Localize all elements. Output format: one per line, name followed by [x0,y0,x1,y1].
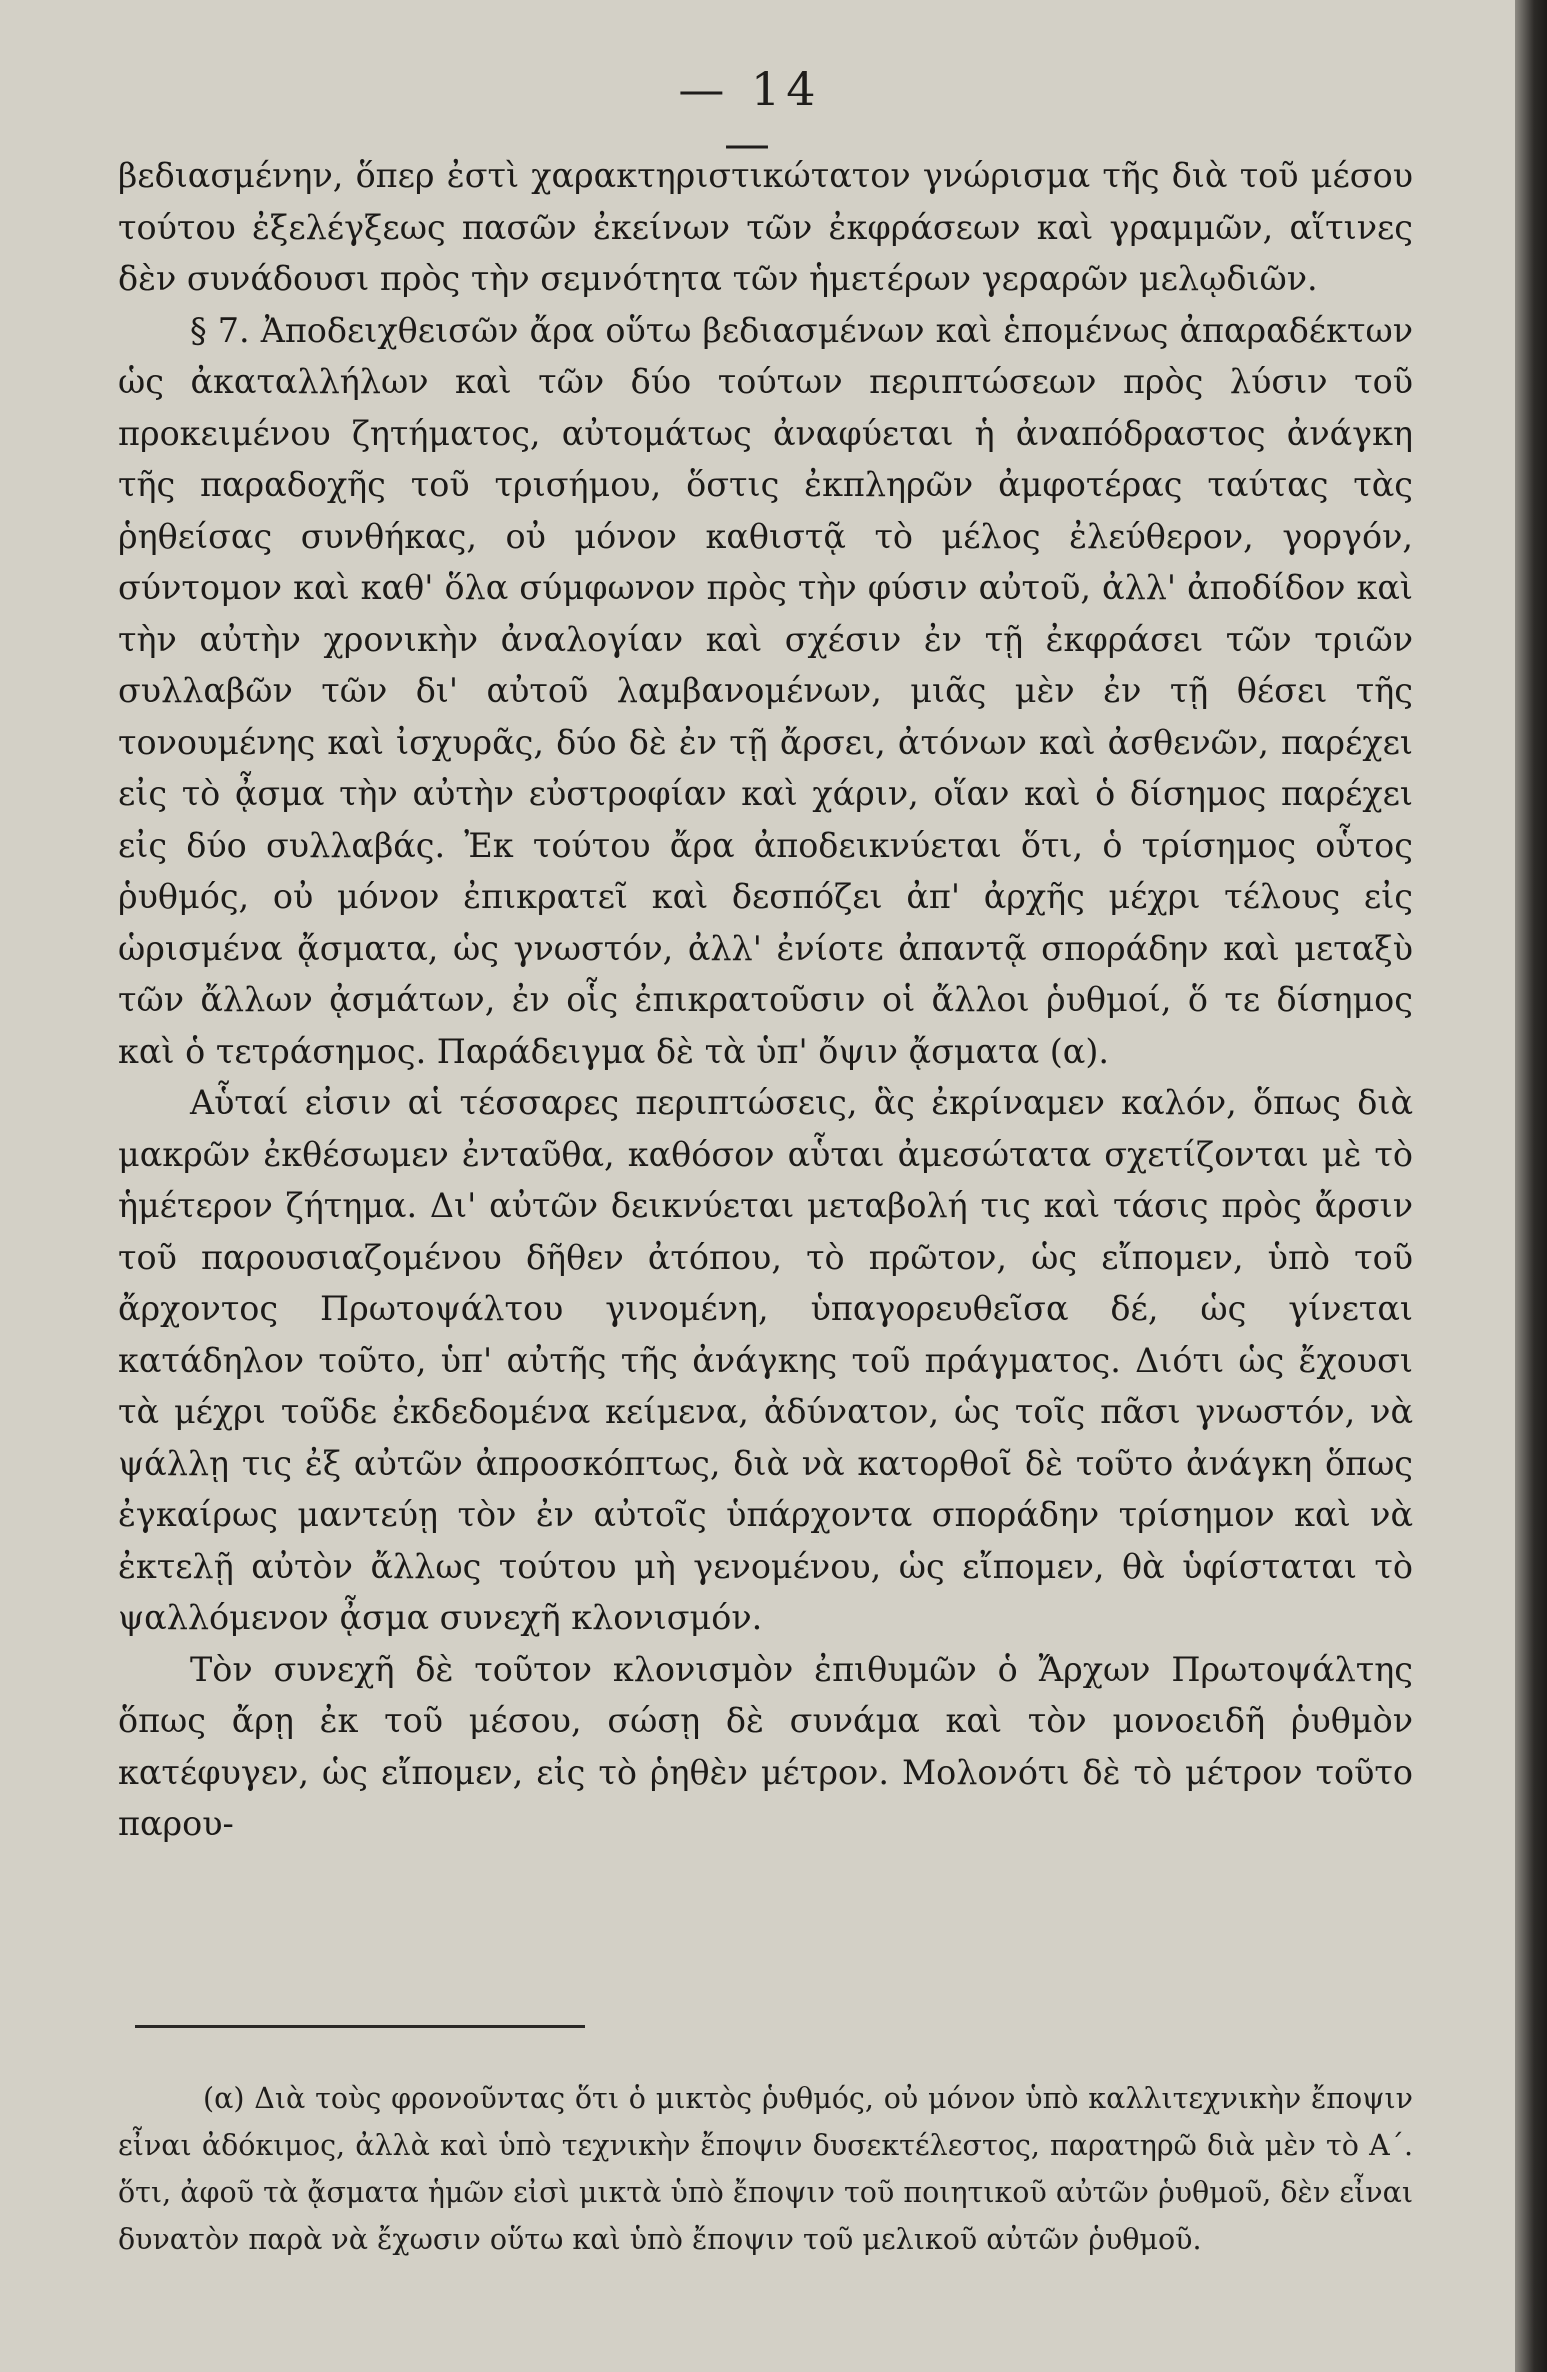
footnote-divider [135,2025,585,2028]
footnote [118,2075,1413,2263]
paragraph-section-7: § 7. Ἀποδειχθεισῶν ἄρα οὕτω βεδιασμένων καὶ ἑπομένως ἀπαραδέκτων ὡς ἀκαταλλήλων καὶ τῶν δύο τούτων περιπτώσεων πρὸς λύσιν τοῦ προκειμένου ζητήματος, αὐτομάτως ἀναφύεται ἡ ἀναπόδραστος ἀνάγκη τῆς παραδοχῆς τοῦ τρισήμου, ὅστις ἐκπληρῶν ἀμφοτέρας ταύτας τὰς ῥηθείσας συνθήκας, οὐ μόνον καθιστᾷ τὸ μέλος ἐλεύθερον, γοργόν, σύντομον καὶ καθ' ὅλα σύμφωνον πρὸς τὴν φύσιν αὐτοῦ, ἀλλ' ἀποδίδον καὶ τὴν αὐτὴν χρονικὴν ἀναλογίαν καὶ σχέσιν ἐν τῇ ἐκφράσει τῶν τριῶν συλλαβῶν τῶν δι' αὐτοῦ λαμβανομένων, μιᾶς μὲν ἐν τῇ θέσει τῆς τονουμένης καὶ ἰσχυρᾶς, δύο δὲ ἐν τῇ ἄρσει, ἀτόνων καὶ ἀσθενῶν, παρέχει εἰς τὸ ᾆσμα τὴν αὐτὴν εὐστροφίαν καὶ χάριν, οἵαν καὶ ὁ δίσημος παρέχει εἰς δύο συλλαβάς. Ἐκ τούτου ἄρα ἀποδεικνύεται ὅτι, ὁ τρίσημος οὗτος ῥυθμός, οὐ μόνον ἐπικρατεῖ καὶ δεσπόζει ἀπ' ἀρχῆς μέχρι τέλους εἰς ὡρισμένα ᾄσματα, ὡς γνωστόν, ἀλλ' ἐνίοτε ἀπαντᾷ σποράδην καὶ μεταξὺ τῶν ἄλλων ᾀσμάτων, ἐν οἷς ἐπικρατοῦσιν οἱ ἄλλοι ῥυθμοί, ὅ τε δίσημος καὶ ὁ τετράσημος. Παράδειγμα δὲ τὰ ὑπ' ὄψιν ᾄσματα (α). [118,310,1413,1071]
paragraph-final: Τὸν συνεχῆ δὲ τοῦτον κλονισμὸν ἐπιθυμῶν ὁ Ἄρχων Πρωτοψάλτης ὅπως ἄρῃ ἐκ τοῦ μέσου, σώσῃ δὲ συνάμα καὶ τὸν μονοειδῆ ῥυθμὸν κατέφυγεν, ὡς εἴπομεν, εἰς τὸ ῥηθὲν μέτρον. Μολονότι δὲ τὸ μέτρον τοῦτο παρου- [118,1649,1413,1843]
paragraph-four-cases: Αὗταί εἰσιν αἱ τέσσαρες περιπτώσεις, ἃς ἐκρίναμεν καλόν, ὅπως διὰ μακρῶν ἐκθέσωμεν ἐνταῦθα, καθόσον αὗται ἀμεσώτατα σχετίζονται μὲ τὸ ἡμέτερον ζήτημα. Δι' αὐτῶν δεικνύεται μεταβολή τις καὶ τάσις πρὸς ἄρσιν τοῦ παρουσιαζομένου δῆθεν ἀτόπου, τὸ πρῶτον, ὡς εἴπομεν, ὑπὸ τοῦ ἄρχοντος Πρωτοψάλτου γινομένη, ὑπαγορευθεῖσα δέ, ὡς γίνεται κατάδηλον τοῦτο, ὑπ' αὐτῆς τῆς ἀνάγκης τοῦ πράγματος. Διότι ὡς ἔχουσι τὰ μέχρι τοῦδε ἐκδεδομένα κείμενα, ἀδύνατον, ὡς τοῖς πᾶσι γνωστόν, νὰ ψάλλῃ τις ἐξ αὐτῶν ἀπροσκόπτως, διὰ νὰ κατορθοῖ δὲ τοῦτο ἀνάγκη ὅπως ἐγκαίρως μαντεύῃ τὸν ἐν αὐτοῖς ὑπάρχοντα σποράδην τρίσημον καὶ νὰ ἐκτελῇ αὐτὸν ἄλλως τούτου μὴ γενομένου, ὡς εἴπομεν, θὰ ὑφίσταται τὸ ψαλλόμενον ᾆσμα συνεχῆ κλονισμόν. [118,1083,1413,1637]
page-number: — 14 — [678,62,822,170]
page-edge-shadow [1515,0,1547,2372]
paragraph-continuation: βεδιασμένην, ὅπερ ἐστὶ χαρακτηριστικώτατον γνώρισμα τῆς διὰ τοῦ μέσου τούτου ἐξελέγξεως πασῶν ἐκείνων τῶν ἐκφράσεων καὶ γραμμῶν, αἵτινες δὲν συνάδουσι πρὸς τὴν σεμνότητα τῶν ἡμετέρων γεραρῶν μελῳδιῶν. [118,156,1413,298]
main-text [118,150,1413,1850]
footnote-text: (α) Διὰ τοὺς φρονοῦντας ὅτι ὁ μικτὸς ῥυθμός, οὐ μόνον ὑπὸ καλλιτεχνικὴν ἔποψιν εἶναι ἀδόκιμος, ἀλλὰ καὶ ὑπὸ τεχνικὴν ἔποψιν δυσεκτέλεστος, παρατηρῶ διὰ μὲν τὸ Α΄. ὅτι, ἀφοῦ τὰ ᾄσματα ἡμῶν εἰσὶ μικτὰ ὑπὸ ἔποψιν τοῦ ποιητικοῦ αὐτῶν ῥυθμοῦ, δὲν εἶναι δυνατὸν παρὰ νὰ ἔχωσιν οὕτω καὶ ὑπὸ ἔποψιν τοῦ μελικοῦ αὐτῶν ῥυθμοῦ. [118,2082,1413,2256]
